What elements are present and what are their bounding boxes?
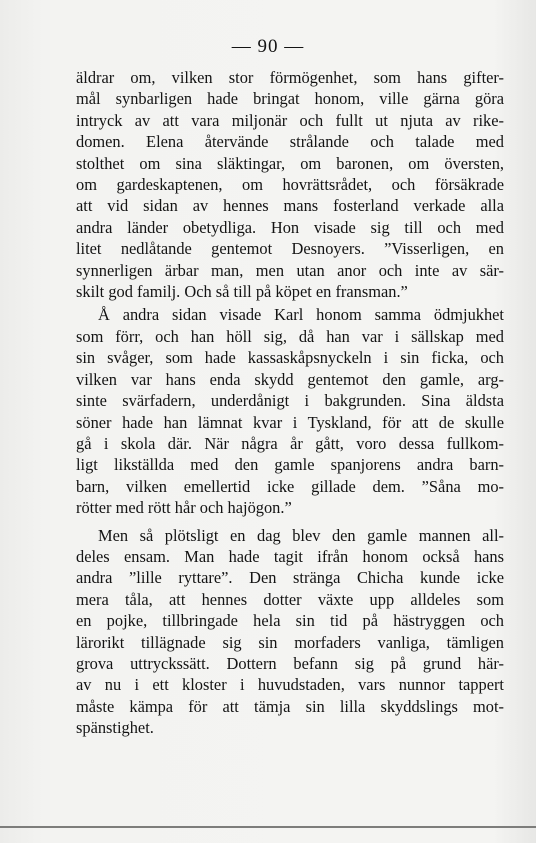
text-line: spänstighet. [76, 718, 154, 738]
text-line: måste kämpa för att tämja sin lilla skyddslings mot- [76, 696, 504, 716]
text-line: vilken var hans enda skydd gentemot den gamle, arg- [76, 369, 504, 389]
text-line: grova uttryckssätt. Dottern befann sig på grund här- [76, 653, 504, 673]
text-line: andra länder obetydliga. Hon visade sig till och med [76, 217, 504, 237]
text-line: av nu i ett kloster i huvudstaden, vars nunnor tappert [76, 675, 504, 695]
text-line: ligt likställda med den gamle spanjorens andra barn- [76, 455, 504, 475]
text-line: domen. Elena återvände strålande och talade med [76, 132, 504, 152]
body-text [76, 67, 504, 739]
paragraph-3 [76, 525, 504, 739]
text-line: gå i skola där. När några år gått, voro dessa fullkom- [76, 433, 504, 453]
text-line: Men så plötsligt en dag blev den gamle mannen all- [98, 525, 504, 545]
text-line: intryck av att vara miljonär och fullt ut njuta av rike- [76, 110, 504, 130]
paragraph-1 [76, 67, 504, 302]
paragraph-2 [76, 304, 504, 518]
text-line: söner hade han lämnat kvar i Tyskland, för att de skulle [76, 412, 504, 432]
page-bottom-edge [0, 826, 536, 828]
text-line: andra ”lille ryttare”. Den stränga Chicha kunde icke [76, 568, 504, 588]
text-line: om gardeskaptenen, om hovrättsrådet, och försäkrade [76, 175, 504, 195]
text-line: rötter med rött hår och hajögon.” [76, 498, 292, 518]
text-line: stolthet om sina släktingar, om baronen, om översten, [76, 153, 504, 173]
text-line: deles ensam. Man hade tagit ifrån honom också hans [76, 546, 504, 566]
text-line: sinte svärfadern, underdånigt i bakgrunden. Sina äldsta [76, 391, 504, 411]
text-line: Å andra sidan visade Karl honom samma ödmjukhet [98, 305, 504, 325]
text-line: sin svåger, som hade kassaskåpsnyckeln i sin ficka, och [76, 348, 504, 368]
text-line: mera tåla, att hennes dotter växte upp alldeles som [76, 589, 504, 609]
text-line: som förr, och han höll sig, då han var i sällskap med [76, 326, 504, 346]
text-line: barn, vilken emellertid icke gillade dem. ”Såna mo- [76, 476, 504, 496]
text-line: mål synbarligen hade bringat honom, ville gärna göra [76, 89, 504, 109]
text-line: äldrar om, vilken stor förmögenhet, som hans gifter- [76, 68, 504, 87]
text-line: att vid sidan av hennes mans fosterland verkade alla [76, 196, 504, 216]
text-line: litet nedlåtande gentemot Desnoyers. ”Visserligen, en [76, 239, 504, 259]
text-line: synnerligen ärbar man, men utan anor och inte av sär- [76, 260, 504, 280]
text-line: lärorikt tillägnade sig sin morfaders vanliga, tämligen [76, 632, 504, 652]
text-line: en pojke, tillbringade hela sin tid på hästryggen och [76, 611, 504, 631]
page-number: — 90 — [231, 36, 305, 57]
text-line: skilt god familj. Och så till på köpet en fransman.” [76, 282, 408, 302]
